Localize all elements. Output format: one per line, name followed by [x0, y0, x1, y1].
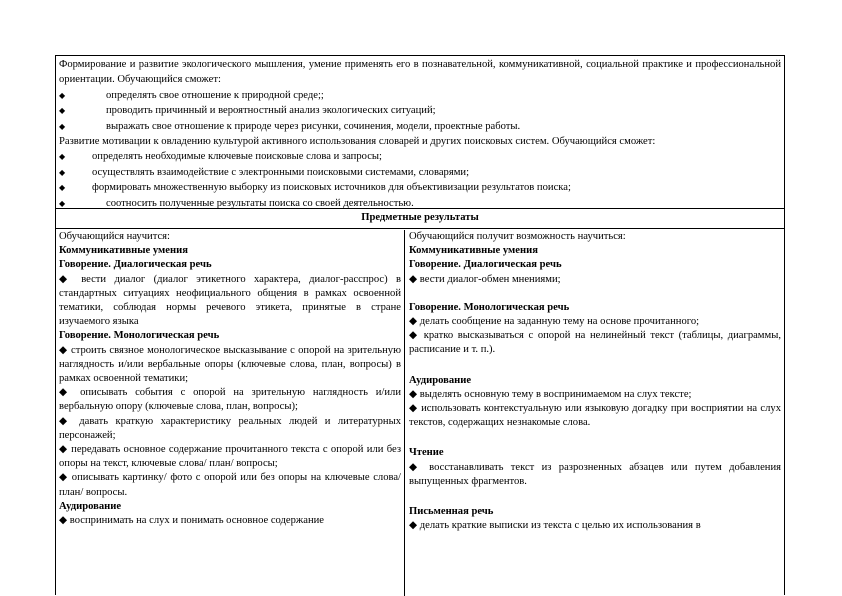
left-column-will-learn: [56, 230, 405, 596]
right-section-reading: Чтение: [409, 447, 444, 459]
ecology-intro: Формирование и развитие экологического мышления, умение применять его в познавательной, коммуникативной, социальной практике и профессиональной ориентации. Обучающийся сможет:: [59, 59, 781, 86]
left-bullet-listening: ◆ воспринимать на слух и понимать основное содержание: [59, 515, 324, 527]
diamond-bullet-icon: ◆: [59, 183, 66, 193]
search-bullet-2: ◆ осуществлять взаимодействие с электронными поисковыми системами, словарями;: [59, 165, 781, 180]
diamond-bullet-icon: ◆: [59, 121, 66, 131]
right-bullet-message: ◆ делать сообщение на заданную тему на основе прочитанного;: [409, 316, 700, 328]
right-section-communicative: Коммуникативные умения: [409, 245, 538, 257]
right-bullet-dialogue: ◆ вести диалог-обмен мнениями;: [409, 273, 561, 285]
left-bullet-characterize: ◆ давать краткую характеристику реальных людей и литературных персонажей;: [59, 415, 401, 441]
right-bullet-restore: ◆ восстанавливать текст из разрозненных абзацев или путем добавления выпущенных фрагментов.: [409, 461, 781, 487]
diamond-bullet-icon: ◆: [59, 198, 66, 208]
left-section-listening: Аудирование: [59, 500, 122, 512]
search-bullet-4: ◆ соотносить полученные результаты поиска со своей деятельностью.: [59, 196, 781, 211]
right-section-monologue: Говорение. Монологическая речь: [409, 301, 570, 313]
left-section-communicative: Коммуникативные умения: [59, 245, 188, 257]
ecology-bullet-2: ◆ проводить причинный и вероятностный анализ экологических ситуаций;: [59, 103, 781, 118]
search-bullet-1: ◆ определять необходимые ключевые поисковые слова и запросы;: [59, 149, 781, 164]
diamond-bullet-icon: ◆: [59, 152, 66, 162]
diamond-bullet-icon: ◆: [59, 167, 66, 177]
diamond-bullet-icon: ◆: [59, 90, 66, 100]
left-section-dialogue: Говорение. Диалогическая речь: [59, 259, 212, 271]
left-bullet-describe-events: ◆ описывать события с опорой на зрительную наглядность и/или вербальную опору (ключевые слова, план, вопросы);: [59, 387, 401, 413]
left-section-monologue: Говорение. Монологическая речь: [59, 330, 220, 342]
right-bullet-main-topic: ◆ выделять основную тему в воспринимаемом на слух тексте;: [409, 388, 692, 400]
search-bullet-3: ◆ формировать множественную выборку из поисковых источников для объективизации результатов поиска;: [59, 180, 781, 195]
right-bullet-excerpts: ◆ делать краткие выписки из текста с целью их использования в: [409, 520, 701, 532]
left-bullet-dialogue: ◆ вести диалог (диалог этикетного характера, диалог-расспрос) в стандартных ситуациях неофициального общения в рамках освоенной тематики, соблюдая нормы речевого этикета, принятые в стране изучаемого языка: [59, 273, 401, 328]
right-section-writing: Письменная речь: [409, 506, 494, 518]
right-intro: Обучающийся получит возможность научиться:: [409, 231, 626, 242]
left-bullet-describe-picture: ◆ описывать картинку/ фото с опорой или без опоры на ключевые слова/ план/ вопросы.: [59, 472, 401, 498]
ecology-bullet-1: ◆ определять свое отношение к природной среде;;: [59, 88, 781, 103]
diamond-bullet-icon: ◆: [59, 106, 66, 116]
left-bullet-monologue: ◆ строить связное монологическое высказывание с опорой на зрительную наглядность и/или вербальные опоры (ключевые слова, план, вопросы) в рамках освоенной тематики;: [59, 344, 401, 385]
right-section-listening: Аудирование: [409, 374, 472, 386]
meta-results-cell: [56, 56, 784, 209]
right-bullet-nonlinear: ◆ кратко высказываться с опорой на нелинейный текст (таблицы, диаграммы, расписание и т. п.).: [409, 330, 781, 356]
left-bullet-retell: ◆ передавать основное содержание прочитанного текста с опорой или без опоры на текст, ключевые слова/ план/ вопросы;: [59, 444, 401, 470]
ecology-bullet-3: ◆ выражать свое отношение к природе через рисунки, сочинения, модели, проектные работы.: [59, 119, 781, 134]
right-section-dialogue: Говорение. Диалогическая речь: [409, 259, 562, 271]
left-intro: Обучающийся научится:: [59, 231, 171, 242]
search-intro: Развитие мотивации к овладению культурой активного использования словарей и других поисковых систем. Обучающийся сможет:: [59, 136, 656, 148]
right-bullet-guess: ◆ использовать контекстуальную или языковую догадку при восприятии на слух текстов, содержащих незнакомые слова.: [409, 403, 781, 429]
subject-results-header: Предметные результаты: [56, 209, 784, 229]
right-column-may-learn: [405, 230, 784, 596]
results-table: [55, 55, 785, 595]
